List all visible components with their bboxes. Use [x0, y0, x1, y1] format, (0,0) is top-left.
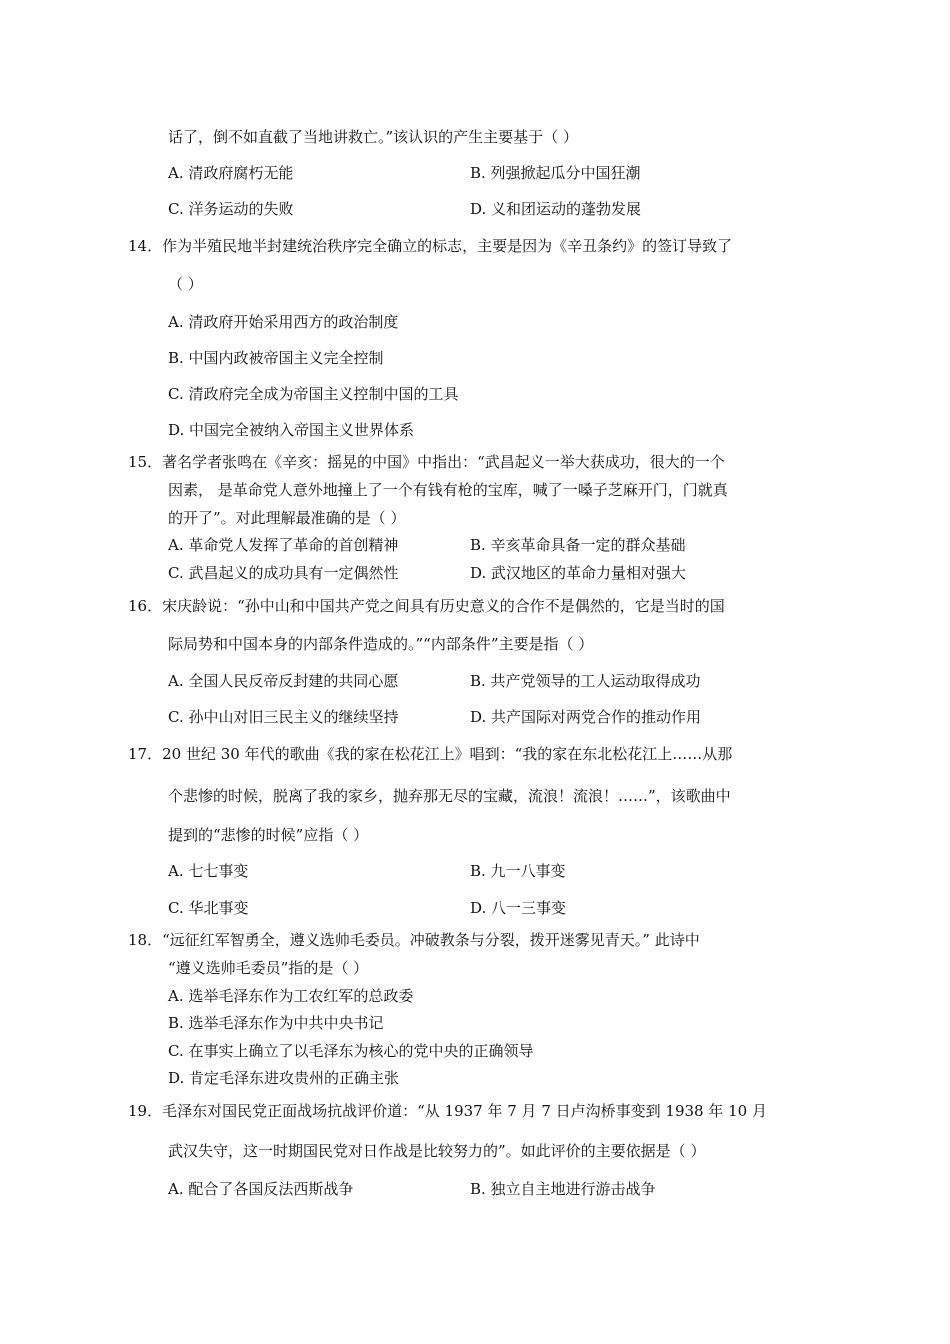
- question-15-stem-line2: 因素， 是革命党人意外地撞上了一个有钱有枪的宝库，喊了一嗓子芝麻开门，门就真: [168, 481, 728, 499]
- question-18-stem-line2: “遵义选帅毛委员”指的是（ ）: [168, 959, 369, 977]
- q14-option-a: A. 清政府开始采用西方的政治制度: [168, 313, 399, 331]
- q18-option-d: D. 肯定毛泽东进攻贵州的正确主张: [168, 1069, 400, 1087]
- q15-option-d: D. 武汉地区的革命力量相对强大: [470, 564, 687, 582]
- question-17-stem-line1: 17．20 世纪 30 年代的歌曲《我的家在松花江上》唱到：“我的家在东北松花江上……从那: [128, 745, 733, 763]
- q18-option-c: C. 在事实上确立了以毛泽东为核心的党中央的正确领导: [168, 1042, 534, 1060]
- q13-option-b: B. 列强掀起瓜分中国狂潮: [470, 164, 641, 182]
- question-14-stem-line1: 14．作为半殖民地半封建统治秩序完全确立的标志，主要是因为《辛丑条约》的签订导致了: [128, 237, 733, 255]
- question-15-stem-line3: 的开了”。对此理解最准确的是（ ）: [168, 509, 406, 527]
- q16-option-b: B. 共产党领导的工人运动取得成功: [470, 672, 701, 690]
- q17-option-b: B. 九一八事变: [470, 862, 566, 880]
- q15-option-c: C. 武昌起义的成功具有一定偶然性: [168, 564, 399, 582]
- question-17-stem-line2: 个悲惨的时候，脱离了我的家乡，抛弃那无尽的宝藏，流浪！流浪！……”，该歌曲中: [168, 787, 731, 805]
- question-19-stem-line2: 武汉失守，这一时期国民党对日作战是比较努力的”。如此评价的主要依据是（ ）: [168, 1142, 706, 1160]
- q15-option-b: B. 辛亥革命具备一定的群众基础: [470, 536, 686, 554]
- question-13-continuation: 话了，倒不如直截了当地讲救亡。”该认识的产生主要基于（ ）: [168, 128, 578, 146]
- q18-option-a: A. 选举毛泽东作为工农红军的总政委: [168, 987, 414, 1005]
- question-14-stem-line2: （ ）: [168, 275, 203, 293]
- q14-option-b: B. 中国内政被帝国主义完全控制: [168, 349, 384, 367]
- q17-option-d: D. 八一三事变: [470, 899, 567, 917]
- q15-option-a: A. 革命党人发挥了革命的首创精神: [168, 536, 399, 554]
- q17-option-a: A. 七七事变: [168, 862, 249, 880]
- q16-option-c: C. 孙中山对旧三民主义的继续坚持: [168, 708, 399, 726]
- q19-option-b: B. 独立自主地进行游击战争: [470, 1180, 656, 1198]
- question-19-stem-line1: 19．毛泽东对国民党正面战场抗战评价道：“从 1937 年 7 月 7 日卢沟桥事变到 1938 年 10 月: [128, 1102, 767, 1120]
- q14-option-d: D. 中国完全被纳入帝国主义世界体系: [168, 421, 415, 439]
- question-18-stem-line1: 18．“远征红军智勇全，遵义选帅毛委员。冲破教条与分裂，拨开迷雾见青天。” 此诗中: [128, 931, 700, 949]
- q13-option-c: C. 洋务运动的失败: [168, 200, 294, 218]
- q14-option-c: C. 清政府完全成为帝国主义控制中国的工具: [168, 385, 459, 403]
- q18-option-b: B. 选举毛泽东作为中共中央书记: [168, 1014, 384, 1032]
- q17-option-c: C. 华北事变: [168, 899, 249, 917]
- question-16-stem-line1: 16．宋庆龄说：“孙中山和中国共产党之间具有历史意义的合作不是偶然的，它是当时的国: [128, 597, 725, 615]
- question-15-stem-line1: 15．著名学者张鸣在《辛亥：摇晃的中国》中指出：“武昌起义一举大获成功，很大的一个: [128, 453, 725, 471]
- question-17-stem-line3: 提到的“悲惨的时候”应指（ ）: [168, 826, 369, 844]
- q13-option-d: D. 义和团运动的蓬勃发展: [470, 200, 642, 218]
- q13-option-a: A. 清政府腐朽无能: [168, 164, 294, 182]
- q16-option-d: D. 共产国际对两党合作的推动作用: [470, 708, 702, 726]
- q16-option-a: A. 全国人民反帝反封建的共同心愿: [168, 672, 399, 690]
- q19-option-a: A. 配合了各国反法西斯战争: [168, 1180, 354, 1198]
- question-16-stem-line2: 际局势和中国本身的内部条件造成的。”“内部条件”主要是指（ ）: [168, 635, 594, 653]
